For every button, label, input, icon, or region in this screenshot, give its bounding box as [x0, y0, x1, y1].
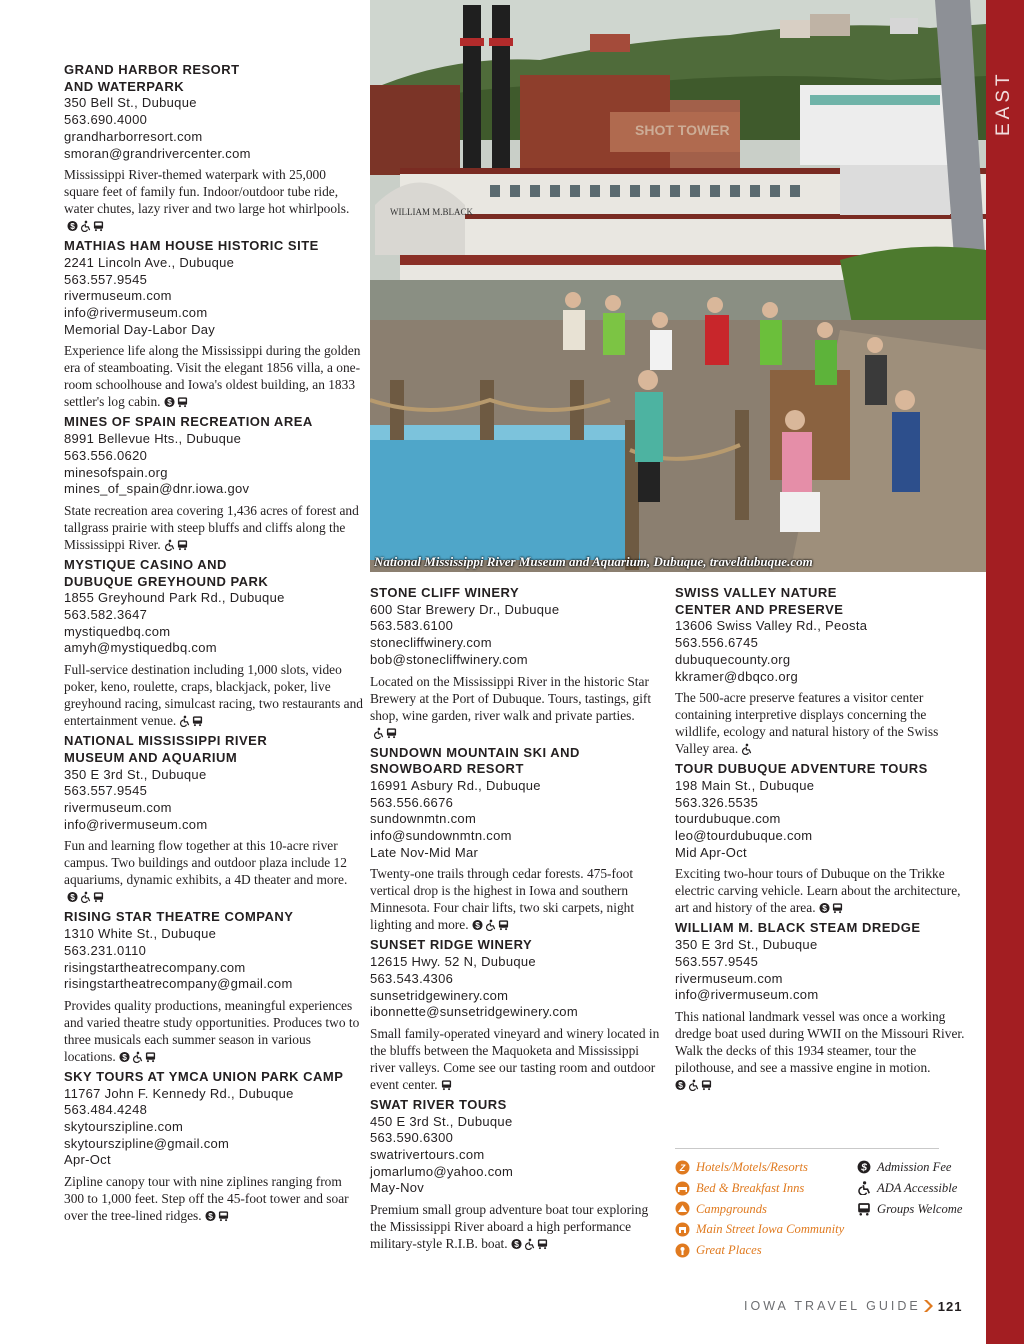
listing-address: 1310 White St., Dubuque [64, 926, 217, 942]
listing-phone: 563.690.4000 [64, 112, 148, 128]
admission-fee-icon [675, 1079, 686, 1091]
amenity-icons [675, 1079, 712, 1091]
listing-phone: 563.543.4306 [370, 970, 454, 986]
listing-season: Mid Apr-Oct [675, 844, 747, 860]
listing-river-museum [64, 733, 364, 905]
ada-accessible-icon [80, 220, 91, 232]
bed-breakfast-icon [675, 1181, 690, 1196]
listing-email[interactable]: mines_of_spain@dnr.iowa.gov [64, 481, 250, 497]
legend [675, 1148, 963, 1258]
listing-mines-of-spain [64, 414, 364, 553]
photo-caption: National Mississippi River Museum and Aquarium, Dubuque, traveldubuque.com [374, 554, 813, 569]
listing-website[interactable]: stonecliffwinery.com [370, 635, 492, 651]
listing-title: RISING STAR THEATRE COMPANY [64, 909, 294, 925]
listing-phone: 563.557.9545 [675, 953, 759, 969]
amenity-icons [164, 396, 188, 408]
listing-title: SKY TOURS AT YMCA UNION PARK CAMP [64, 1068, 344, 1084]
listing-season: Apr-Oct [64, 1152, 111, 1168]
listing-sky-tours [64, 1069, 364, 1224]
amenity-icons [511, 1238, 548, 1250]
section-tab-label: EAST [993, 70, 1014, 136]
listing-phone: 563.556.6676 [370, 794, 454, 810]
legend-item-groups: Groups Welcome [857, 1199, 962, 1220]
amenity-icons [67, 220, 104, 232]
listing-title: MATHIAS HAM HOUSE HISTORIC SITE [64, 238, 319, 254]
great-places-icon [675, 1243, 690, 1258]
svg-text:$: $ [121, 1052, 127, 1062]
amenity-icons [373, 727, 397, 739]
listing-description: Provides quality productions, meaningful experiences and varied theatre study opportunities. Produces two to three musicals each summer season in various locations. $ [64, 997, 360, 1064]
listing-address: 198 Main St., Dubuque [675, 777, 815, 793]
sign-text: SHOT TOWER [635, 122, 730, 138]
groups-welcome-icon [498, 919, 509, 931]
listing-email[interactable]: kkramer@dbqco.org [675, 668, 799, 684]
listing-title: WILLIAM M. BLACK STEAM DREDGE [675, 920, 921, 936]
groups-welcome-icon [701, 1079, 712, 1091]
legend-item-bed-breakfast: Bed & Breakfast Inns [675, 1178, 844, 1199]
listing-description: The 500-acre preserve features a visitor center containing interpretive displays concerning the wildlife, ecology and natural history of the Swiss Valley area. [675, 690, 939, 757]
listing-phone: 563.582.3647 [64, 607, 148, 623]
svg-text:$: $ [474, 921, 480, 931]
groups-welcome-icon [192, 715, 203, 727]
admission-fee-icon [857, 1160, 871, 1174]
listing-tour-dubuque [675, 761, 967, 916]
listing-title: SUNSET RIDGE WINERY [370, 937, 533, 953]
listing-email[interactable]: risingstartheatrecompany@gmail.com [64, 976, 293, 992]
listing-phone: 563.583.6100 [370, 618, 454, 634]
section-band [986, 0, 1024, 1344]
listing-title: SWISS VALLEY NATURE CENTER AND PRESERVE [675, 585, 844, 617]
listing-phone: 563.590.6300 [370, 1130, 454, 1146]
listing-email[interactable]: info@rivermuseum.com [64, 816, 208, 832]
listing-description: Small family-operated vineyard and winery located in the bluffs between the Maquoketa and Mississippi river valleys. Come see our tasting room and outdoor event center. [370, 1025, 660, 1092]
listing-website[interactable]: dubuquecounty.org [675, 651, 791, 667]
listing-description: Twenty-one trails through cedar forests. 475-foot vertical drop is the highest in Iowa and southern Minnesota. Four chair lifts, two ski carpets, night lighting and more. $ [370, 866, 635, 933]
legend-right-list [857, 1157, 962, 1219]
listing-title: GRAND HARBOR RESORT AND WATERPARK [64, 62, 240, 94]
listing-description: Premium small group adventure boat tour exploring the Mississippi River aboard a high performance military-style R.I.B. boat. $ [370, 1202, 649, 1252]
svg-text:$: $ [166, 398, 172, 408]
admission-fee-icon [819, 902, 830, 914]
amenity-icons [205, 1210, 229, 1222]
listing-title: MINES OF SPAIN RECREATION AREA [64, 414, 313, 430]
groups-welcome-icon [218, 1210, 229, 1222]
svg-text:$: $ [821, 904, 827, 914]
svg-text:$: $ [678, 1080, 683, 1090]
campground-icon [675, 1201, 690, 1216]
listing-description: Experience life along the Mississippi during the golden era of steamboating. Visit the elegant 1856 villa, a one-room schoolhouse and Iowa's oldest building, an 1833 settler's log cabin. $ [64, 343, 361, 410]
svg-text:$: $ [861, 1162, 867, 1175]
listing-mystique-casino [64, 557, 364, 729]
listing-description: Mississippi River-themed waterpark with 25,000 square feet of family fun. Indoor/outdoor tube ride, water chutes, lazy river and two large hot whirlpools. $ [64, 167, 350, 232]
listing-grand-harbor [64, 62, 364, 234]
listing-address: 1855 Greyhound Park Rd., Dubuque [64, 590, 285, 606]
ada-accessible-icon [164, 539, 175, 551]
listing-title: SWAT RIVER TOURS [370, 1096, 507, 1112]
amenity-icons [441, 1079, 452, 1091]
listing-email[interactable]: amyh@mystiquedbq.com [64, 640, 217, 656]
svg-text:$: $ [513, 1240, 519, 1250]
listing-description: State recreation area covering 1,436 acres of forest and tallgrass prairie with steep bluffs and cliffs along the Mississippi River. [64, 502, 359, 552]
listing-season: Late Nov-Mid Mar [370, 844, 479, 860]
ada-accessible-icon [741, 743, 752, 755]
ada-accessible-icon [857, 1181, 871, 1195]
legend-item-campgrounds: Campgrounds [675, 1199, 844, 1220]
svg-text:Z: Z [679, 1162, 686, 1173]
listing-rising-star [64, 909, 364, 1065]
admission-fee-icon [67, 220, 78, 232]
legend-item-great-places: Great Places [675, 1240, 844, 1261]
amenity-icons [164, 539, 188, 551]
listing-phone: 563.484.4248 [64, 1102, 148, 1118]
legend-left-list [675, 1157, 844, 1261]
listing-website[interactable]: mystiquedbq.com [64, 623, 171, 639]
listing-column-3 [675, 585, 967, 1097]
listing-email[interactable]: bob@stonecliffwinery.com [370, 651, 528, 667]
ada-accessible-icon [373, 727, 384, 739]
groups-welcome-icon [857, 1202, 871, 1216]
ada-accessible-icon [688, 1079, 699, 1091]
listing-description: Located on the Mississippi River in the historic Star Brewery at the Port of Dubuque. Tours, tastings, gift shop, wine garden, river walk and private parties. [370, 673, 660, 741]
listing-website[interactable]: sunsetridgewinery.com [370, 987, 509, 1003]
legend-item-admission: $ Admission Fee [857, 1157, 962, 1178]
groups-welcome-icon [537, 1238, 548, 1250]
listing-season: Memorial Day-Labor Day [64, 321, 216, 337]
listing-website[interactable]: swatrivertours.com [370, 1147, 485, 1163]
ada-accessible-icon [80, 891, 91, 903]
listing-description: Zipline canopy tour with nine ziplines ranging from 300 to 1,000 feet. Step off the 45-foot tower and soar over the tree-lined ridges. $ [64, 1174, 349, 1224]
chevron-right-icon [923, 1299, 933, 1313]
groups-welcome-icon [832, 902, 843, 914]
listing-address: 12615 Hwy. 52 N, Dubuque [370, 954, 536, 970]
listing-description: This national landmark vessel was once a working dredge boat used during WWII on the Missouri River. Walk the decks of this 1934 steamer, tour the pilothouse, and see a massive engine in motion. $ [675, 1008, 965, 1090]
listing-mathias-ham [64, 238, 364, 410]
legend-item-accessible: ADA Accessible [857, 1178, 962, 1199]
hotel-icon [675, 1160, 690, 1175]
admission-fee-icon [67, 891, 78, 903]
listing-season: May-Nov [370, 1180, 425, 1196]
listing-address: 16991 Asbury Rd., Dubuque [370, 777, 541, 793]
amenity-icons [741, 743, 752, 755]
page-number: 121 [937, 1298, 963, 1314]
listing-address: 11767 John F. Kennedy Rd., Dubuque [64, 1085, 294, 1101]
boat-name-text: WILLIAM M.BLACK [390, 207, 473, 217]
listing-sundown-mountain [370, 745, 660, 934]
listing-website[interactable]: tourdubuque.com [675, 811, 781, 827]
listing-address: 13606 Swiss Valley Rd., Peosta [675, 618, 868, 634]
listing-email[interactable]: jomarlumo@yahoo.com [370, 1163, 514, 1179]
listing-stone-cliff [370, 585, 660, 741]
listing-phone: 563.556.6745 [675, 635, 759, 651]
listing-title: STONE CLIFF WINERY [370, 585, 520, 600]
listing-address: 8991 Bellevue Hts., Dubuque [64, 431, 242, 447]
listing-address: 600 Star Brewery Dr., Dubuque [370, 601, 560, 617]
admission-fee-icon [164, 396, 175, 408]
listing-address: 2241 Lincoln Ave., Dubuque [64, 254, 235, 270]
svg-text:$: $ [207, 1212, 213, 1222]
listing-website[interactable]: rivermuseum.com [64, 799, 172, 815]
svg-text:$: $ [70, 893, 75, 903]
ada-accessible-icon [179, 715, 190, 727]
listing-column-2 [370, 585, 660, 1256]
listing-description: Exciting two-hour tours of Dubuque on the Trikke electric carving vehicle. Learn about the architecture, art and history of the area. $ [675, 866, 961, 916]
legend-item-main-street: Main Street Iowa Community [675, 1219, 844, 1240]
listing-title: NATIONAL MISSISSIPPI RIVER MUSEUM AND AQUARIUM [64, 733, 268, 765]
listing-phone: 563.556.0620 [64, 447, 148, 463]
listing-description: Fun and learning flow together at this 10-acre river campus. Two buildings and outdoor plaza include 12 aquariums, dynamic exhibits, a 4D theater and more. $ [64, 838, 348, 903]
page-footer [744, 1298, 962, 1314]
amenity-icons [119, 1051, 156, 1063]
listing-title: MYSTIQUE CASINO AND DUBUQUE GREYHOUND PARK [64, 556, 269, 589]
museum-photo [370, 0, 986, 572]
listing-website[interactable]: risingstartheatrecompany.com [64, 959, 246, 975]
listing-website[interactable]: rivermuseum.com [675, 970, 783, 986]
listing-email[interactable]: info@sundownmtn.com [370, 828, 512, 844]
listing-phone: 563.326.5535 [675, 794, 759, 810]
listing-title: TOUR DUBUQUE ADVENTURE TOURS [675, 761, 928, 777]
admission-fee-icon [511, 1238, 522, 1250]
svg-text:$: $ [70, 222, 75, 232]
footer-guide-title: IOWA TRAVEL GUIDE [744, 1299, 921, 1313]
main-street-icon [675, 1222, 690, 1237]
groups-welcome-icon [177, 396, 188, 408]
listing-email[interactable]: skytourszipline@gmail.com [64, 1135, 230, 1151]
groups-welcome-icon [177, 539, 188, 551]
listing-website[interactable]: skytourszipline.com [64, 1119, 184, 1135]
groups-welcome-icon [145, 1051, 156, 1063]
listing-website[interactable]: minesofspain.org [64, 464, 168, 480]
listing-phone: 563.557.9545 [64, 783, 148, 799]
listing-email[interactable]: info@rivermuseum.com [64, 305, 208, 321]
listing-email[interactable]: smoran@grandrivercenter.com [64, 145, 251, 161]
listing-website[interactable]: rivermuseum.com [64, 288, 172, 304]
listing-email[interactable]: leo@tourdubuque.com [675, 828, 813, 844]
listing-address: 350 E 3rd St., Dubuque [64, 766, 207, 782]
listing-website[interactable]: grandharborresort.com [64, 128, 203, 144]
amenity-icons [472, 919, 509, 931]
listing-phone: 563.557.9545 [64, 271, 148, 287]
listing-address: 350 Bell St., Dubuque [64, 95, 197, 111]
listing-address: 450 E 3rd St., Dubuque [370, 1113, 513, 1129]
listing-website[interactable]: sundownmtn.com [370, 811, 477, 827]
amenity-icons [179, 715, 203, 727]
listing-address: 350 E 3rd St., Dubuque [675, 937, 818, 953]
listing-sunset-ridge [370, 937, 660, 1093]
ada-accessible-icon [524, 1238, 535, 1250]
admission-fee-icon [205, 1210, 216, 1222]
listing-swat-river [370, 1097, 660, 1252]
admission-fee-icon [119, 1051, 130, 1063]
listing-swiss-valley [675, 585, 967, 757]
groups-welcome-icon [386, 727, 397, 739]
ada-accessible-icon [485, 919, 496, 931]
listing-email[interactable]: ibonnette@sunsetridgewinery.com [370, 1004, 578, 1020]
listing-phone: 563.231.0110 [64, 942, 147, 958]
listing-title: SUNDOWN MOUNTAIN SKI AND SNOWBOARD RESORT [370, 744, 580, 777]
groups-welcome-icon [93, 220, 104, 232]
amenity-icons [67, 891, 104, 903]
listing-email[interactable]: info@rivermuseum.com [675, 987, 819, 1003]
legend-item-hotels: Z Hotels/Motels/Resorts [675, 1157, 844, 1178]
amenity-icons [819, 902, 843, 914]
listing-column-1 [64, 62, 364, 1228]
groups-welcome-icon [93, 891, 104, 903]
listing-description: Full-service destination including 1,000 slots, video poker, keno, roulette, craps, blackjack, poker, live greyhound racing, simulcast racing, two restaurants and entertainment venue. [64, 662, 363, 729]
ada-accessible-icon [132, 1051, 143, 1063]
admission-fee-icon [472, 919, 483, 931]
listing-william-black [675, 920, 967, 1093]
groups-welcome-icon [441, 1079, 452, 1091]
